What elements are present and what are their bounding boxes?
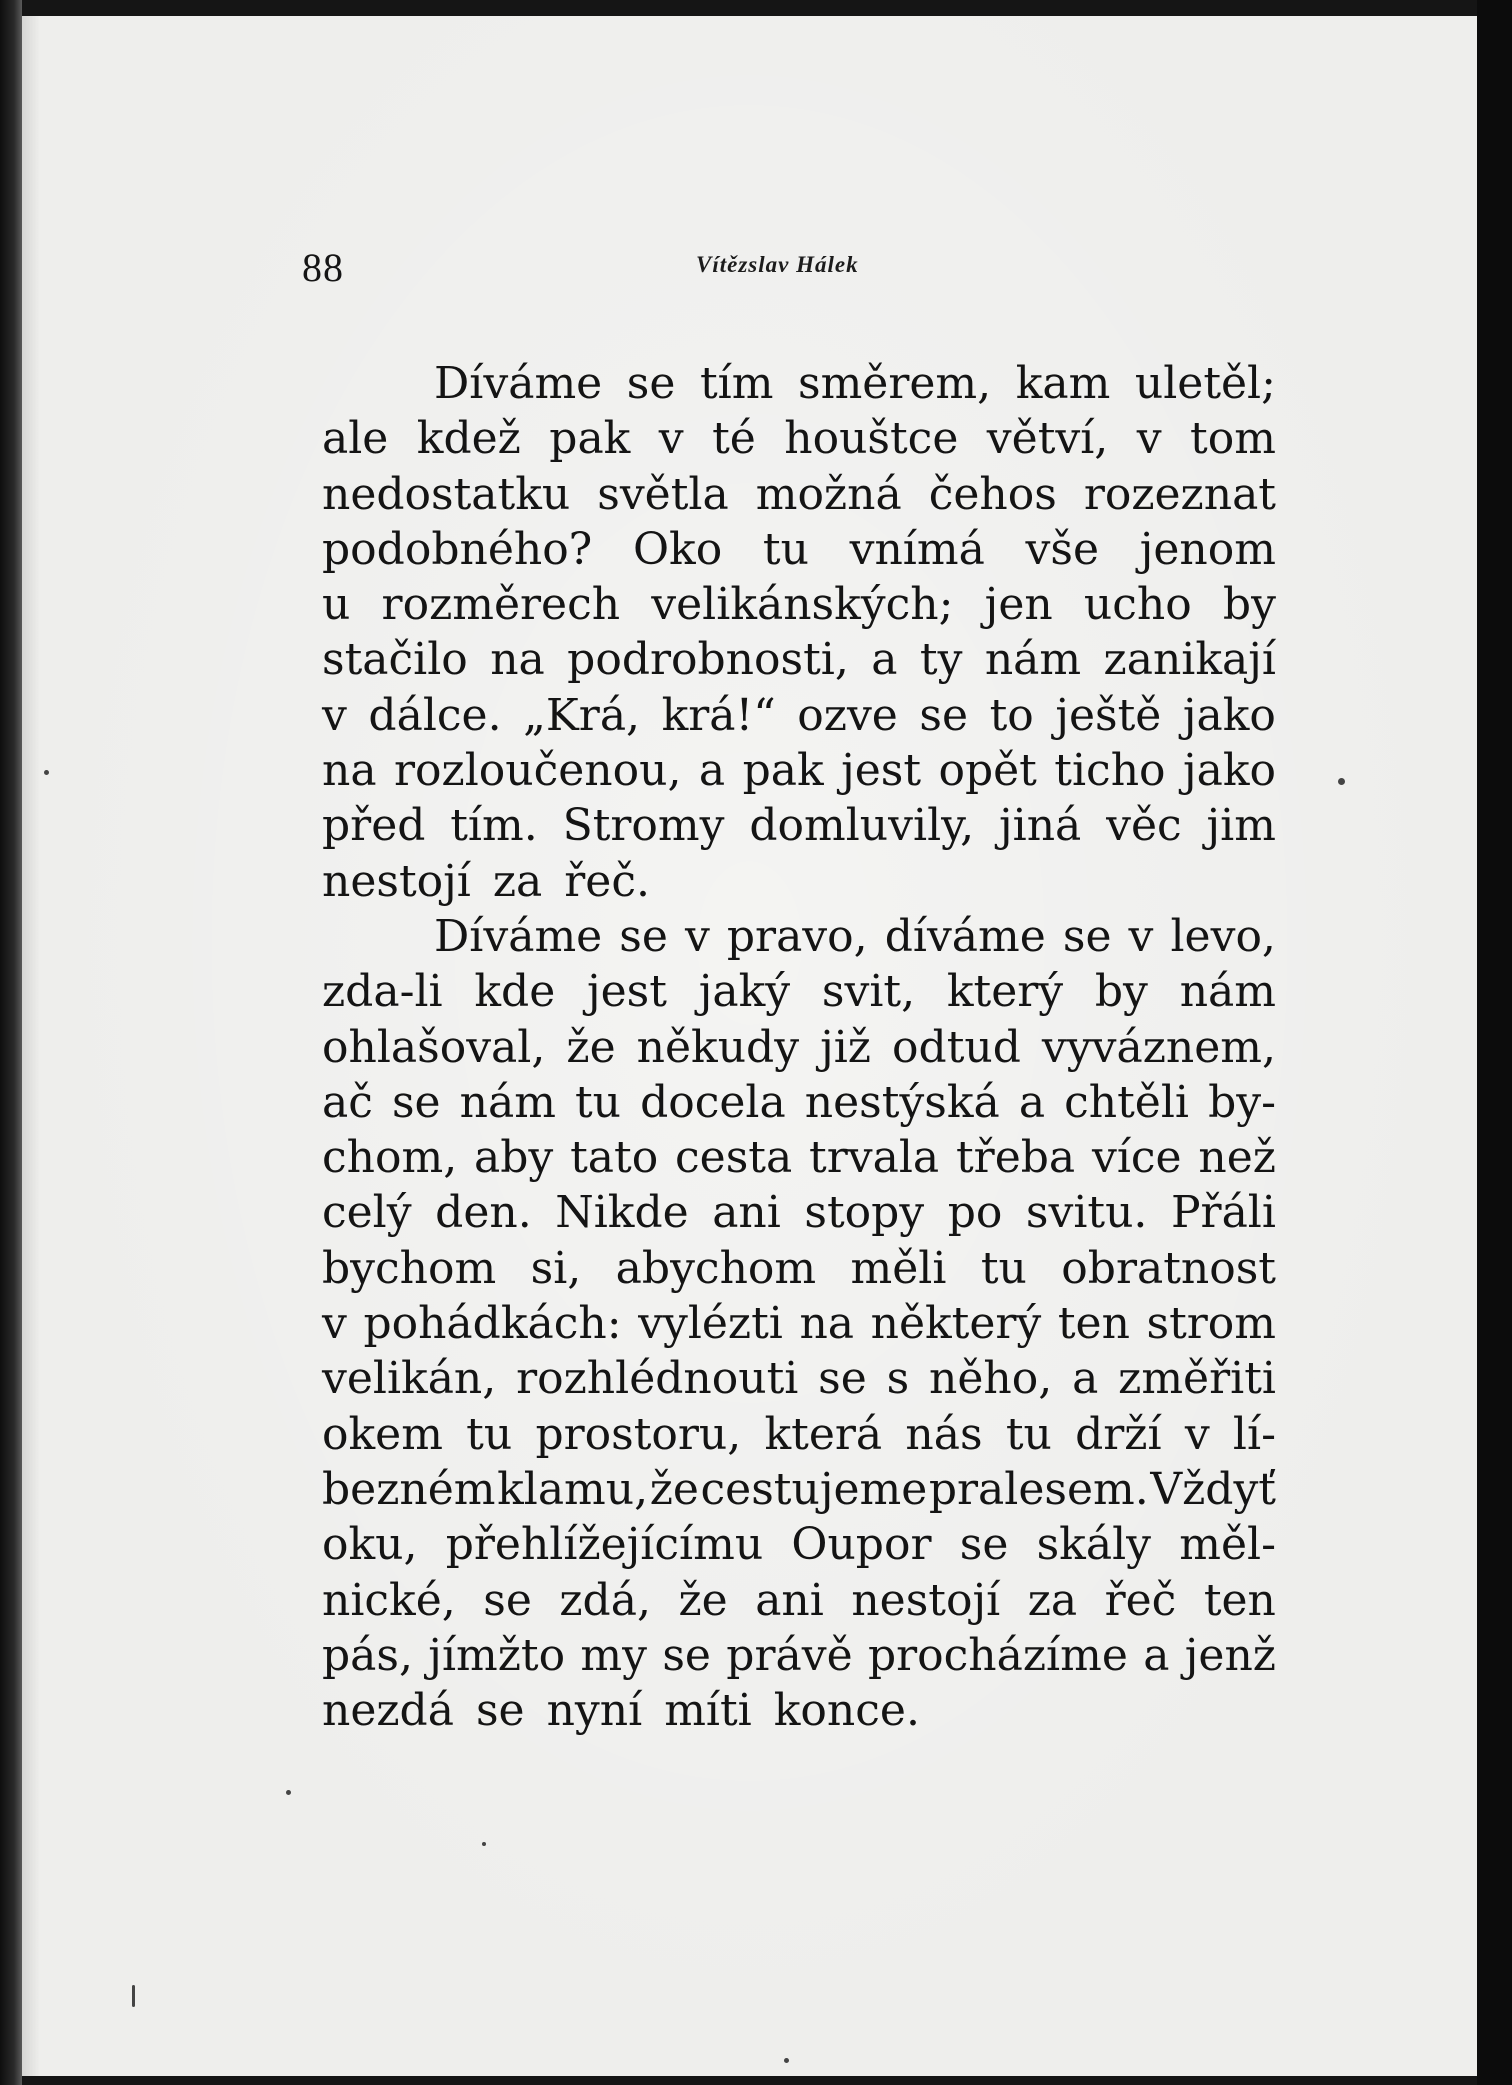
word: cestujeme: [700, 1463, 928, 1515]
word: vyváznem,: [1041, 1021, 1276, 1073]
text-line: [322, 909, 1276, 964]
word: dálce.: [368, 689, 502, 741]
text-line: [322, 522, 1276, 577]
page-number: 88: [302, 245, 344, 290]
word: podobného?: [322, 523, 593, 575]
word: možná: [755, 468, 902, 520]
word: světla: [597, 468, 729, 520]
word: se: [919, 689, 969, 741]
word: pralesem.: [928, 1463, 1149, 1515]
dust-speck: [1338, 778, 1345, 785]
dust-speck: [482, 1842, 486, 1846]
word: levo,: [1170, 910, 1276, 962]
word: si,: [530, 1242, 582, 1294]
text-line: [322, 356, 1276, 411]
word: se: [391, 1076, 441, 1128]
word: jímžto: [428, 1629, 566, 1681]
word: strom: [1146, 1298, 1276, 1350]
word: krá!“: [661, 689, 776, 741]
book-spine-shadow: [0, 0, 22, 2085]
word: ty: [919, 634, 963, 686]
word: nestýská: [804, 1076, 1000, 1128]
word: se: [626, 358, 676, 409]
word: rozloučenou,: [394, 745, 682, 797]
word: domluvily,: [749, 800, 975, 852]
word: nás: [905, 1408, 983, 1460]
word: abychom: [615, 1242, 817, 1294]
text-line: [322, 1185, 1276, 1240]
word: tu: [466, 1408, 513, 1460]
word: větví,: [986, 413, 1109, 465]
text-line: [322, 964, 1276, 1019]
word: míti: [664, 1685, 752, 1737]
text-line: [322, 1517, 1276, 1572]
word: ten: [1057, 1298, 1130, 1350]
word: cesta: [675, 1132, 793, 1184]
word: ozve: [797, 689, 898, 741]
dust-speck: [132, 1985, 135, 2007]
word: se: [662, 1629, 711, 1681]
word: přehlížejícímu: [445, 1519, 764, 1571]
word: jiná: [998, 800, 1082, 852]
text-line: [322, 411, 1276, 466]
word: ač: [322, 1076, 373, 1128]
word: se: [818, 1353, 867, 1405]
word: v: [1128, 910, 1154, 962]
word: jen: [984, 579, 1053, 631]
word: v: [684, 910, 710, 962]
word: bezném: [322, 1463, 496, 1515]
word: Díváme: [434, 358, 603, 409]
text-line: [322, 1683, 1276, 1738]
word: jest: [587, 966, 667, 1018]
word: někudy: [636, 1021, 800, 1073]
word: kdež: [416, 413, 521, 465]
word: nické,: [322, 1574, 456, 1626]
text-line: [322, 1241, 1276, 1296]
text-line: [322, 1020, 1276, 1075]
page-header: [0, 242, 1512, 302]
text-line: [322, 798, 1276, 853]
word: pravo,: [726, 910, 868, 962]
word: té: [712, 413, 756, 465]
word: jako: [1182, 745, 1276, 797]
word: velikán,: [322, 1353, 497, 1405]
word: a: [871, 634, 898, 686]
word: prostoru,: [535, 1408, 742, 1460]
text-line: [322, 467, 1276, 522]
word: vylézti: [638, 1298, 783, 1350]
word: nestojí: [851, 1574, 1001, 1626]
word: nám: [984, 634, 1082, 686]
word: věc: [1106, 800, 1182, 852]
word: svitu.: [1025, 1187, 1148, 1239]
word: nezdá: [322, 1685, 454, 1737]
word: která: [764, 1408, 883, 1460]
word: již: [820, 1021, 871, 1073]
word: a: [1072, 1353, 1099, 1405]
text-line: [322, 632, 1276, 687]
word: vše: [1025, 523, 1100, 575]
word: Oko: [632, 523, 723, 575]
word: řeč.: [564, 855, 650, 907]
word: drží: [1075, 1408, 1162, 1460]
word: velikánských;: [651, 579, 954, 631]
word: houštce: [784, 413, 959, 465]
word: některý: [870, 1298, 1042, 1350]
word: a: [1018, 1076, 1046, 1128]
word: nedostatku: [322, 468, 571, 520]
word: se: [483, 1574, 532, 1626]
word: procházíme: [867, 1629, 1128, 1681]
word: to: [989, 689, 1034, 741]
word: obratnost: [1061, 1242, 1276, 1294]
word: svit,: [821, 966, 916, 1018]
text-line: [322, 1628, 1276, 1683]
word: tom: [1190, 413, 1276, 465]
text-line: [322, 854, 1276, 909]
word: Oupor: [791, 1519, 932, 1571]
word: že: [678, 1574, 728, 1626]
word: by: [1222, 579, 1276, 631]
word: pás,: [322, 1629, 413, 1681]
word: uletěl;: [1134, 358, 1276, 409]
word: docela: [640, 1076, 786, 1128]
word: měl-: [1179, 1519, 1276, 1571]
word: oku,: [322, 1519, 418, 1571]
word: lí-: [1232, 1408, 1276, 1460]
text-line: [322, 1462, 1276, 1517]
word: s: [886, 1353, 910, 1405]
word: na: [490, 634, 545, 686]
word: u: [322, 579, 351, 631]
word: něho,: [929, 1353, 1053, 1405]
word: za: [1027, 1574, 1078, 1626]
word: se: [475, 1685, 525, 1737]
text-line: [322, 1075, 1276, 1130]
word: ani: [755, 1574, 824, 1626]
body-text: [322, 356, 1276, 1738]
word: který: [946, 966, 1064, 1018]
word: než: [1198, 1132, 1276, 1184]
word: v: [322, 689, 347, 741]
word: aby: [474, 1132, 554, 1184]
word: právě: [726, 1629, 853, 1681]
word: a: [698, 745, 726, 797]
text-line: [322, 1573, 1276, 1628]
word: jenž: [1184, 1629, 1276, 1681]
word: v: [658, 413, 684, 465]
word: rozhlédnouti: [516, 1353, 799, 1405]
word: „Krá,: [523, 689, 641, 741]
word: jenom: [1139, 523, 1276, 575]
word: den.: [435, 1187, 532, 1239]
word: pohádkách:: [363, 1298, 622, 1350]
word: ten: [1203, 1574, 1276, 1626]
word: zanikají: [1103, 634, 1276, 686]
word: pak: [742, 745, 824, 797]
word: stopy: [804, 1187, 925, 1239]
word: by: [1094, 966, 1148, 1018]
word: ticho: [1054, 745, 1166, 797]
word: chtěli: [1064, 1076, 1189, 1128]
word: Nikde: [555, 1187, 689, 1239]
word: pak: [549, 413, 631, 465]
word: že: [649, 1463, 699, 1515]
text-line: [322, 743, 1276, 798]
word: klamu,: [497, 1463, 649, 1515]
word: skály: [1036, 1519, 1151, 1571]
word: změřiti: [1118, 1353, 1276, 1405]
word: stačilo: [322, 634, 468, 686]
word: zda-li: [322, 966, 443, 1018]
word: kam: [1015, 358, 1111, 409]
word: my: [580, 1629, 648, 1681]
word: bychom: [322, 1242, 497, 1294]
word: se: [1062, 910, 1112, 962]
word: tu: [1005, 1408, 1052, 1460]
dust-speck: [286, 1790, 291, 1795]
word: nám: [1179, 966, 1276, 1018]
word: měli: [850, 1242, 947, 1294]
word: Díváme: [434, 910, 603, 962]
word: na: [322, 745, 377, 797]
word: tato: [570, 1132, 659, 1184]
word: vnímá: [849, 523, 985, 575]
word: a: [1143, 1629, 1170, 1681]
word: kde: [474, 966, 556, 1018]
text-line: [322, 1130, 1276, 1185]
word: řeč: [1104, 1574, 1177, 1626]
word: nyní: [546, 1685, 643, 1737]
word: Přáli: [1170, 1187, 1276, 1239]
word: tím.: [450, 800, 538, 852]
word: se: [959, 1519, 1009, 1571]
word: rozměrech: [381, 579, 621, 631]
word: třeba: [955, 1132, 1076, 1184]
text-line: [322, 688, 1276, 743]
text-line: [322, 577, 1276, 632]
word: jest: [841, 745, 922, 797]
word: odtud: [892, 1021, 1021, 1073]
word: ani: [712, 1187, 781, 1239]
dust-speck: [44, 770, 49, 775]
word: rozeznat: [1083, 468, 1276, 520]
word: více: [1091, 1132, 1182, 1184]
word: tu: [980, 1242, 1027, 1294]
word: podrobnosti,: [567, 634, 849, 686]
word: zdá,: [559, 1574, 651, 1626]
word: díváme: [884, 910, 1046, 962]
word: okem: [322, 1408, 443, 1460]
word: jim: [1206, 800, 1276, 852]
word: na: [799, 1298, 855, 1350]
word: konce.: [773, 1685, 920, 1737]
word: nám: [459, 1076, 556, 1128]
word: ještě: [1055, 689, 1162, 741]
word: chom,: [322, 1132, 458, 1184]
running-head: Vítězslav Hálek: [696, 252, 859, 277]
word: ohlašoval,: [322, 1021, 546, 1073]
scan-border: [1477, 0, 1512, 2085]
word: Vždyť: [1150, 1463, 1276, 1515]
word: jaký: [698, 966, 791, 1018]
dust-speck: [784, 2058, 789, 2063]
word: že: [566, 1021, 616, 1073]
word: za: [492, 855, 543, 907]
text-line: [322, 1296, 1276, 1351]
word: tu: [574, 1076, 622, 1128]
word: tu: [762, 523, 809, 575]
word: celý: [322, 1187, 412, 1239]
word: jako: [1182, 689, 1276, 741]
word: by-: [1208, 1076, 1276, 1128]
word: Stromy: [562, 800, 725, 852]
word: trvala: [809, 1132, 940, 1184]
word: v: [322, 1298, 347, 1350]
word: tím: [699, 358, 774, 409]
word: v: [1184, 1408, 1210, 1460]
word: čehos: [928, 468, 1057, 520]
text-line: [322, 1351, 1276, 1406]
word: ucho: [1083, 579, 1192, 631]
word: před: [322, 800, 426, 852]
word: po: [947, 1187, 1003, 1239]
word: směrem,: [798, 358, 992, 409]
word: opět: [938, 745, 1037, 797]
text-line: [322, 1407, 1276, 1462]
word: ale: [322, 413, 389, 465]
word: se: [619, 910, 668, 962]
word: v: [1136, 413, 1162, 465]
word: nestojí: [322, 855, 471, 907]
